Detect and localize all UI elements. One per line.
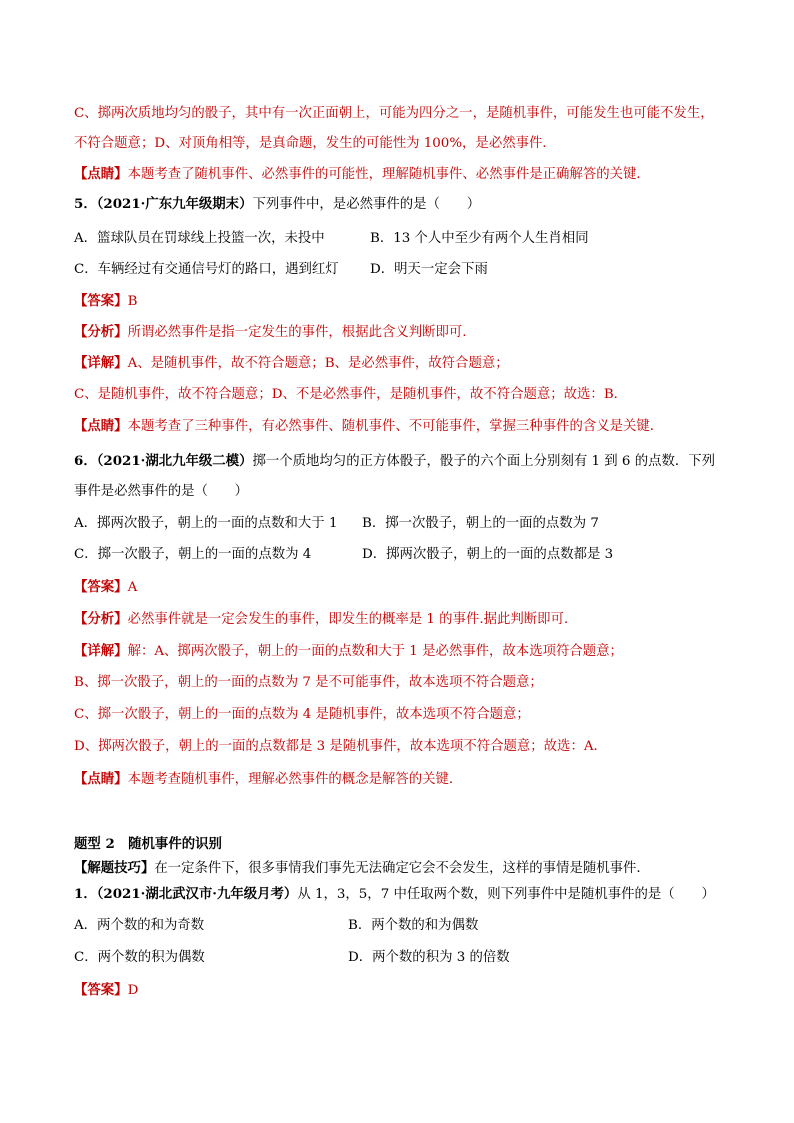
note-tag: 【点睛】 xyxy=(74,771,128,787)
question-number: 1． xyxy=(74,886,97,902)
analysis-tag: 【分析】 xyxy=(74,611,128,627)
note-tag: 【点睛】 xyxy=(74,418,128,434)
option-d: D．两个数的积为 3 的倍数 xyxy=(348,950,510,965)
question-source: （2021·广东九年级期末） xyxy=(96,196,253,212)
tip-text: 在一定条件下，很多事情我们事先无法确定它会不会发生，这样的事情是随机事件. xyxy=(154,861,641,876)
detail-line: C、是随机事件，故不符合题意；D、不是必然事件，是随机事件，故不符合题意；故选：B． xyxy=(74,387,628,402)
option-b: B．两个数的和为偶数 xyxy=(348,918,479,933)
option-row xyxy=(74,514,734,534)
note-text: 本题考查了随机事件、必然事件的可能性，理解随机事件、必然事件是正确解答的关键． xyxy=(127,167,650,182)
analysis-text: 必然事件就是一定会发生的事件，即发生的概率是 1 的事件.据此判断即可． xyxy=(127,612,578,627)
answer-line xyxy=(74,577,734,598)
tip-line xyxy=(74,858,734,879)
detail-line: C、掷一次骰子，朝上的一面的点数为 4 是随机事件，故本选项不符合题意； xyxy=(74,707,530,722)
question-number: 5． xyxy=(74,196,97,212)
detail-line xyxy=(74,641,734,662)
analysis-tag: 【分析】 xyxy=(74,324,128,340)
note-text: 本题考查随机事件，理解必然事件的概念是解答的关键． xyxy=(127,772,463,787)
answer-tag: 【答案】 xyxy=(74,982,128,998)
answer-value: B xyxy=(127,294,138,309)
tip-tag: 【解题技巧】 xyxy=(74,860,155,876)
option-b: B．13 个人中至少有两个人生肖相同 xyxy=(370,231,589,246)
option-c: C．掷一次骰子，朝上的一面的点数为 4 xyxy=(74,547,312,562)
option-row xyxy=(74,229,734,249)
note-line xyxy=(74,416,734,437)
question-stem xyxy=(74,451,734,472)
question-text: 事件是必然事件的是（ ） xyxy=(74,484,249,499)
answer-value: D xyxy=(127,983,139,998)
option-c: C．两个数的积为偶数 xyxy=(74,950,205,965)
option-row xyxy=(74,948,734,968)
detail-line: D、掷两次骰子，朝上的一面的点数都是 3 是随机事件，故本选项不符合题意；故选：A． xyxy=(74,739,607,754)
option-row xyxy=(74,916,734,936)
section-heading: 题型 2 随机事件的识别 xyxy=(74,836,222,852)
note-tag: 【点睛】 xyxy=(74,166,128,182)
detail-line: B、掷一次骰子，朝上的一面的点数为 7 是不可能事件，故本选项不符合题意； xyxy=(74,675,543,690)
question-text: 从 1，3，5，7 中任取两个数，则下列事件中是随机事件的是（ ） xyxy=(297,887,715,902)
note-text: 本题考查了三种事件，有必然事件、随机事件、不可能事件，掌握三种事件的含义是关键． xyxy=(127,419,664,434)
question-number: 6． xyxy=(74,453,97,469)
detail-text: A、是随机事件，故不符合题意；B、是必然事件，故符合题意； xyxy=(127,356,509,371)
question-stem xyxy=(74,194,734,215)
answer-line xyxy=(74,291,734,312)
question-source: （2021·湖北九年级二模） xyxy=(96,453,253,469)
option-c: C．车辆经过有交通信号灯的路口，遇到红灯 xyxy=(74,262,339,277)
question-text: 掷一个质地均匀的正方体骰子，骰子的六个面上分别刻有 1 到 6 的点数．下列 xyxy=(252,454,716,469)
detail-line xyxy=(74,353,734,374)
detail-text: 解：A、掷两次骰子，朝上的一面的点数和大于 1 是必然事件，故本选项符合题意； xyxy=(127,644,623,659)
note-line xyxy=(74,769,734,790)
option-a: A．掷两次骰子，朝上的一面的点数和大于 1 xyxy=(74,516,338,531)
option-b: B．掷一次骰子，朝上的一面的点数为 7 xyxy=(362,516,599,531)
analysis-line xyxy=(74,609,734,630)
note-line xyxy=(74,164,734,185)
answer-line xyxy=(74,980,734,1001)
analysis-text: 所谓必然事件是指一定发生的事件，根据此含义判断即可． xyxy=(127,325,476,340)
solution-line: 不符合题意；D、对顶角相等，是真命题，发生的可能性为 100%，是必然事件． xyxy=(74,136,556,151)
answer-tag: 【答案】 xyxy=(74,293,128,309)
option-row xyxy=(74,545,734,565)
detail-tag: 【详解】 xyxy=(74,355,128,371)
option-row xyxy=(74,260,734,280)
answer-value: A xyxy=(127,580,138,595)
question-source: （2021·湖北武汉市·九年级月考） xyxy=(96,886,298,902)
option-d: D．掷两次骰子，朝上的一面的点数都是 3 xyxy=(362,547,614,562)
option-d: D．明天一定会下雨 xyxy=(370,262,488,277)
answer-tag: 【答案】 xyxy=(74,579,128,595)
analysis-line xyxy=(74,322,734,343)
question-stem xyxy=(74,884,734,905)
question-text: 下列事件中，是必然事件的是（ ） xyxy=(252,197,481,212)
detail-tag: 【详解】 xyxy=(74,643,128,659)
solution-line: C、掷两次质地均匀的骰子，其中有一次正面朝上，可能为四分之一，是随机事件，可能发生也可能不发生， xyxy=(74,106,714,121)
option-a: A．两个数的和为奇数 xyxy=(74,918,205,933)
option-a: A．篮球队员在罚球线上投篮一次，未投中 xyxy=(74,231,325,246)
